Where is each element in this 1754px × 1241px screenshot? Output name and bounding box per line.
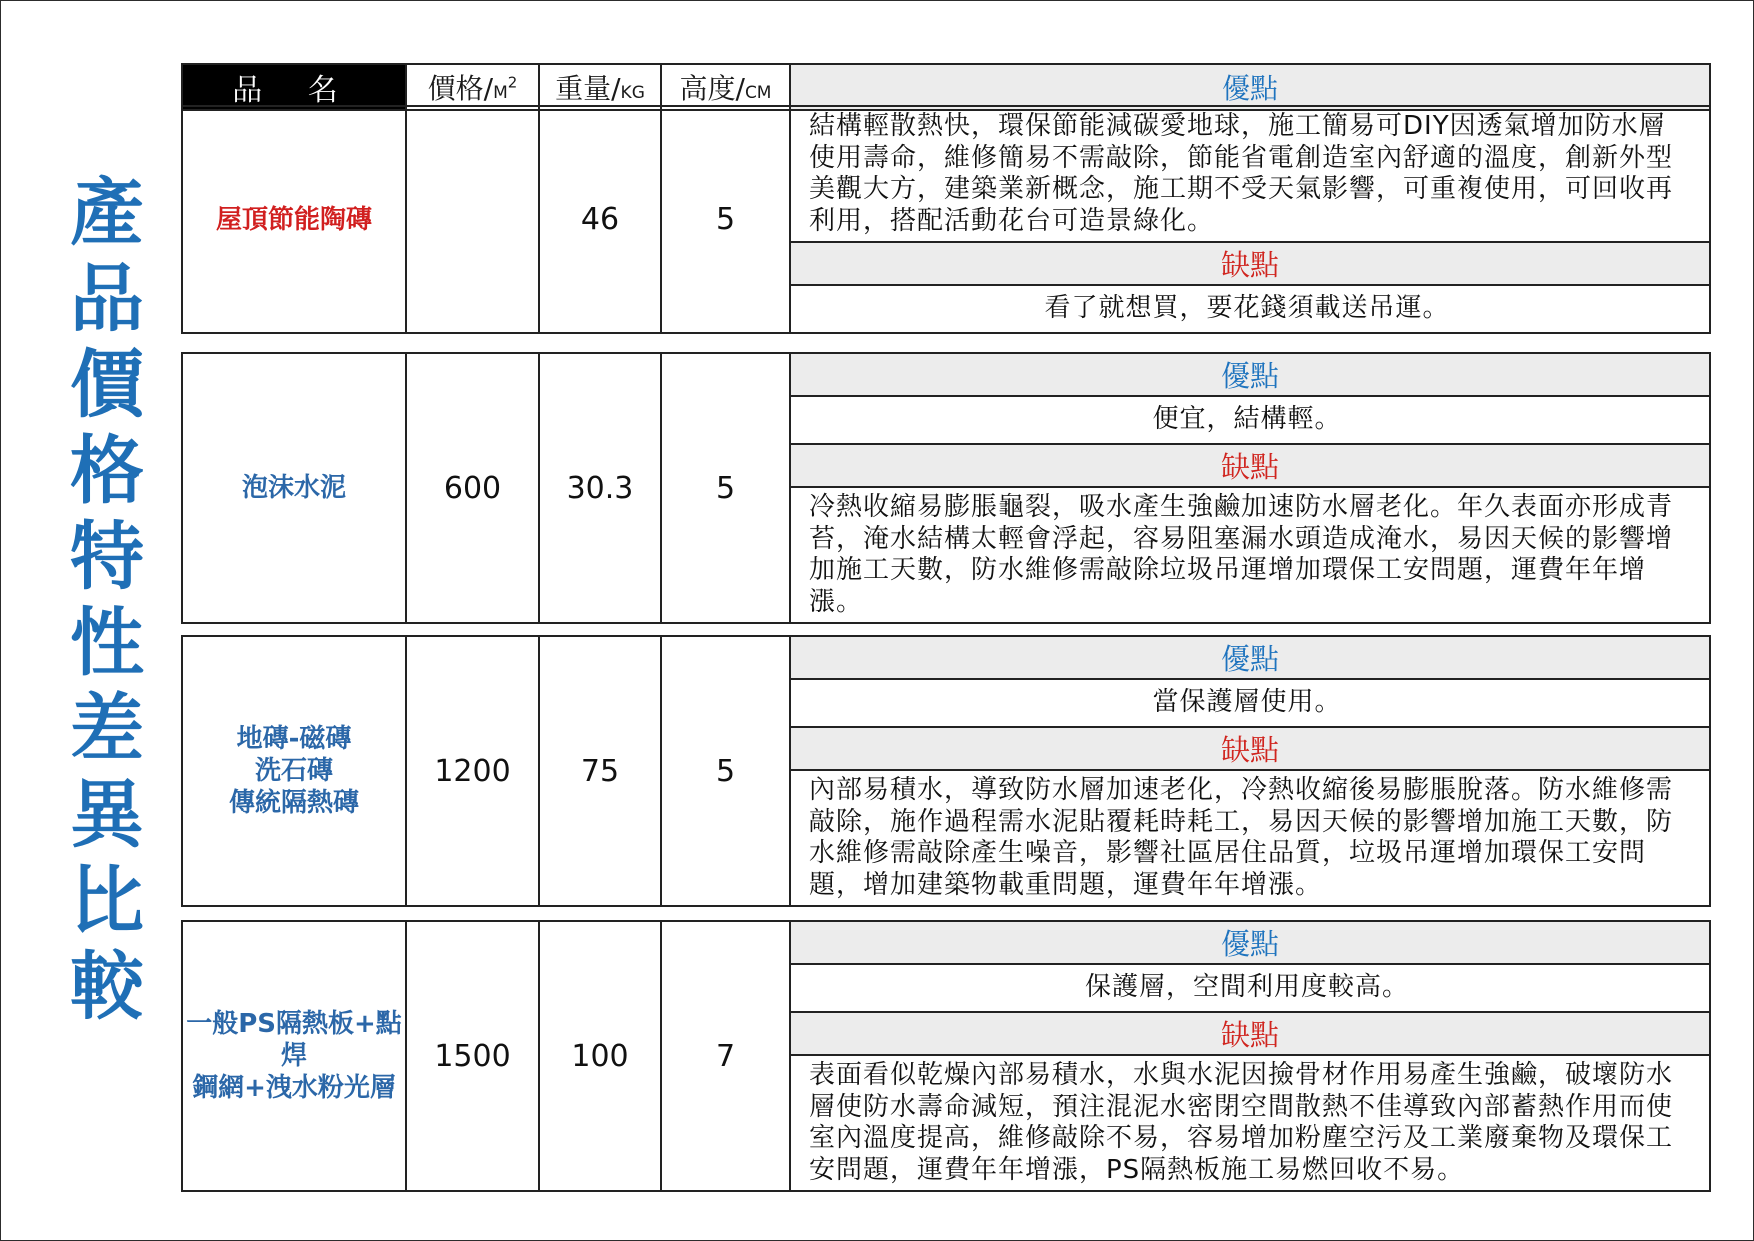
title-char: 價: [70, 342, 144, 428]
title-char: 異: [70, 772, 144, 858]
product-name: 屋頂節能陶磚: [182, 106, 406, 333]
header-height: 高度/CM: [661, 64, 790, 110]
title-char: 性: [70, 600, 144, 686]
disadvantages-text: 表面看似乾燥內部易積水，水與水泥因撿骨材作用易產生強鹼，破壞防水層使防水壽命減短，預注混泥水密閉空間散熱不佳導致內部蓄熱作用而使室內溫度提高，維修敲除不易，容易增加粉塵空污及工業廢棄物及環保工安問題，運費年年增漲，PS隔熱板施工易燃回收不易。: [790, 1055, 1710, 1191]
disadvantages-text: 內部易積水，導致防水層加速老化，冷熱收縮後易膨脹脫落。防水維修需敲除，施作過程需水泥貼覆耗時耗工，易因天候的影響增加施工天數，防水維修需敲除產生噪音，影響社區居住品質，垃圾吊運增加環保工安問題，增加建築物載重問題，運費年年增漲。: [790, 770, 1710, 906]
title-char: 特: [70, 514, 144, 600]
product-weight: 46: [539, 106, 661, 333]
comparison-table-header: [181, 63, 1711, 111]
title-char: 產: [70, 170, 144, 256]
advantages-text: 當保護層使用。: [790, 679, 1710, 727]
product-height: 5: [661, 106, 790, 333]
product-price: 1200: [406, 636, 539, 906]
advantage-heading: 優點: [790, 64, 1710, 110]
title-char: 格: [70, 428, 144, 514]
disadvantages-text: 看了就想買，要花錢須載送吊運。: [790, 285, 1710, 333]
product-height: 7: [661, 921, 790, 1191]
page-title: [62, 170, 152, 1030]
title-char: 比: [70, 858, 144, 944]
title-char: 品: [70, 256, 144, 342]
advantage-heading: 優點: [790, 636, 1710, 679]
advantage-heading: 優點: [790, 353, 1710, 396]
disadvantage-heading: 缺點: [790, 1012, 1710, 1055]
product-price: 600: [406, 353, 539, 623]
advantages-text: 便宜，結構輕。: [790, 396, 1710, 444]
advantages-text: 保護層，空間利用度較高。: [790, 964, 1710, 1012]
product-block-1: [181, 105, 1711, 334]
product-height: 5: [661, 636, 790, 906]
title-char: 較: [70, 944, 144, 1030]
title-char: 差: [70, 686, 144, 772]
product-name: 地磚-磁磚 洗石磚 傳統隔熱磚: [182, 636, 406, 906]
disadvantage-heading: 缺點: [790, 444, 1710, 487]
header-price: 價格$/M^2$: [406, 64, 539, 110]
product-weight: 100: [539, 921, 661, 1191]
advantage-heading: 優點: [790, 921, 1710, 964]
product-block-2: [181, 352, 1711, 624]
product-weight: 75: [539, 636, 661, 906]
product-name: 一般PS隔熱板+點焊 鋼網+洩水粉光層: [182, 921, 406, 1191]
header-weight: 重量/KG: [539, 64, 661, 110]
product-weight: 30.3: [539, 353, 661, 623]
disadvantages-text: 冷熱收縮易膨脹龜裂，吸水產生強鹼加速防水層老化。年久表面亦形成青苔，淹水結構太輕會浮起，容易阻塞漏水頭造成淹水，易因天候的影響增加施工天數，防水維修需敲除垃圾吊運增加環保工安問題，運費年年增漲。: [790, 487, 1710, 623]
product-name: 泡沫水泥: [182, 353, 406, 623]
header-name: 品 名: [182, 64, 406, 110]
product-height: 5: [661, 353, 790, 623]
product-price: 1500: [406, 921, 539, 1191]
disadvantage-heading: 缺點: [790, 242, 1710, 285]
product-price: [406, 106, 539, 333]
product-block-3: [181, 635, 1711, 907]
advantages-text: 結構輕散熱快，環保節能減碳愛地球，施工簡易可DIY因透氣增加防水層使用壽命，維修簡易不需敲除，節能省電創造室內舒適的溫度，創新外型美觀大方，建築業新概念，施工期不受天氣影響，可重複使用，可回收再利用，搭配活動花台可造景綠化。: [790, 106, 1710, 242]
product-block-4: [181, 920, 1711, 1192]
disadvantage-heading: 缺點: [790, 727, 1710, 770]
